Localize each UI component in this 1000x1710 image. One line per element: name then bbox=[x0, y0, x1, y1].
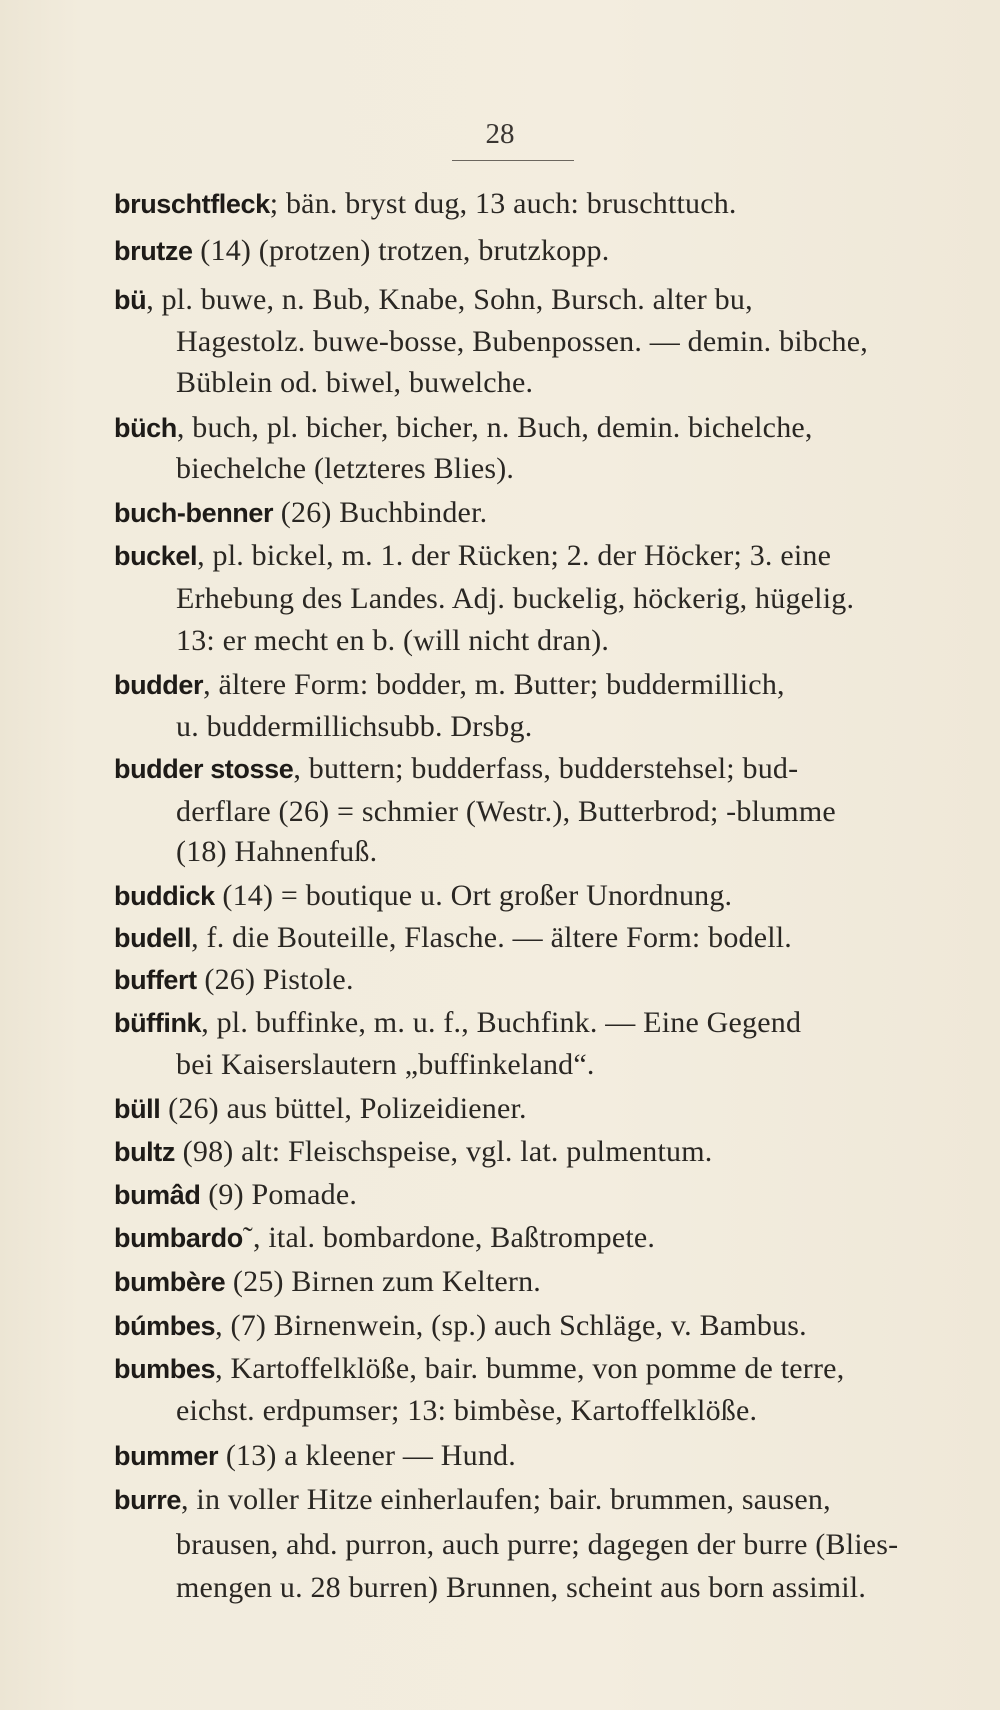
entry-text: , ältere Form: bodder, m. Butter; buddermillich, bbox=[203, 668, 785, 701]
entry-headword: burre bbox=[114, 1485, 182, 1515]
entry-line bbox=[114, 233, 609, 269]
entry-continuation-line bbox=[176, 1393, 757, 1429]
entry-continuation-line bbox=[176, 794, 836, 830]
entry-continuation-line bbox=[176, 365, 533, 401]
entry-line bbox=[114, 538, 831, 574]
entry-continuation-line bbox=[176, 1047, 595, 1083]
entry-text: (14) = boutique u. Ort großer Unordnung. bbox=[214, 879, 733, 912]
entry-continuation-line bbox=[176, 709, 532, 745]
entry-line bbox=[114, 282, 753, 318]
entry-line bbox=[114, 1005, 801, 1041]
entry-continuation-line bbox=[176, 1570, 866, 1606]
entry-text: (26) aus büttel, Polizeidiener. bbox=[160, 1092, 527, 1125]
entry-text: , pl. bickel, m. 1. der Rücken; 2. der Höcker; 3. eine bbox=[197, 539, 832, 572]
entry-text: (18) Hahnenfuß. bbox=[176, 835, 378, 868]
entry-text: (13) a kleener — Hund. bbox=[218, 1439, 516, 1472]
entry-headword: bumbardo bbox=[114, 1223, 243, 1253]
entry-headword: buffert bbox=[114, 965, 197, 995]
entry-line bbox=[114, 186, 737, 222]
entry-headword: budder stosse bbox=[114, 754, 294, 784]
entry-text: (14) (protzen) trotzen, brutzkopp. bbox=[192, 234, 610, 267]
entry-text: 13: er mecht en b. (will nicht dran). bbox=[176, 624, 610, 657]
entry-headword: budder bbox=[114, 670, 204, 700]
entry-text: u. buddermillichsubb. Drsbg. bbox=[176, 710, 533, 743]
entry-line bbox=[114, 962, 354, 998]
entry-headword: bumâd bbox=[114, 1180, 201, 1210]
entry-text: , buch, pl. bicher, bicher, n. Buch, demin. bichelche, bbox=[176, 411, 813, 444]
entry-headword: brutze bbox=[114, 236, 193, 266]
entry-continuation-line bbox=[176, 324, 868, 360]
entry-line bbox=[114, 878, 732, 914]
entry-text: (98) alt: Fleischspeise, vgl. lat. pulmentum. bbox=[174, 1135, 713, 1168]
entry-headword: bumbes bbox=[114, 1354, 216, 1384]
entry-text: , in voller Hitze einherlaufen; bair. brummen, sausen, bbox=[181, 1483, 831, 1516]
entry-text: (25) Birnen zum Keltern. bbox=[225, 1265, 541, 1298]
entry-continuation-line bbox=[176, 1527, 898, 1563]
entry-headword: buckel bbox=[114, 541, 198, 571]
entry-text: Erhebung des Landes. Adj. buckelig, höckerig, hügelig. bbox=[176, 582, 855, 615]
entry-headword: bummer bbox=[114, 1441, 219, 1471]
entry-line bbox=[114, 495, 487, 531]
entry-headword: büll bbox=[114, 1094, 161, 1124]
entry-text: derflare (26) = schmier (Westr.), Butterbrod; -blumme bbox=[176, 795, 836, 828]
entry-text: , (7) Birnenwein, (sp.) auch Schläge, v. Bambus. bbox=[215, 1309, 807, 1342]
entry-text: ˜, ital. bombardone, Baßtrompete. bbox=[242, 1221, 656, 1254]
entry-continuation-line bbox=[176, 581, 854, 617]
entry-continuation-line bbox=[176, 623, 609, 659]
entry-continuation-line bbox=[176, 451, 514, 487]
page-number: 28 bbox=[485, 118, 515, 150]
entry-text: brausen, ahd. purron, auch purre; dagegen der burre (Blies- bbox=[176, 1528, 899, 1561]
entry-line bbox=[114, 1177, 357, 1213]
entry-headword: büch bbox=[114, 413, 177, 443]
entry-line bbox=[114, 1308, 807, 1344]
entry-text: ; bän. bryst dug, 13 auch: bruschttuch. bbox=[269, 187, 737, 220]
entry-line bbox=[114, 1438, 516, 1474]
entry-text: eichst. erdpumser; 13: bimbèse, Kartoffelklöße. bbox=[176, 1394, 758, 1427]
entry-continuation-line bbox=[176, 834, 377, 870]
entry-text: , Kartoffelklöße, bair. bumme, von pomme de terre, bbox=[215, 1352, 845, 1385]
entry-headword: büffink bbox=[114, 1008, 202, 1038]
entry-line bbox=[114, 1351, 844, 1387]
entry-line bbox=[114, 1264, 541, 1300]
entry-line bbox=[114, 1134, 712, 1170]
entry-line bbox=[114, 1482, 831, 1518]
entry-headword: buch-benner bbox=[114, 498, 274, 528]
entry-text: (26) Buchbinder. bbox=[273, 496, 488, 529]
entry-text: Hagestolz. buwe-bosse, Bubenpossen. — demin. bibche, bbox=[176, 325, 868, 358]
entry-line bbox=[114, 410, 813, 446]
entry-text: mengen u. 28 burren) Brunnen, scheint aus born assimil. bbox=[176, 1571, 867, 1604]
entry-text: biechelche (letzteres Blies). bbox=[176, 452, 515, 485]
entry-headword: bü bbox=[114, 285, 147, 315]
entry-text: (9) Pomade. bbox=[200, 1178, 358, 1211]
entry-line bbox=[114, 1220, 655, 1256]
entry-headword: buddick bbox=[114, 881, 215, 911]
entry-text: , pl. buffinke, m. u. f., Buchfink. — Eine Gegend bbox=[201, 1006, 802, 1039]
entry-headword: bruschtfleck bbox=[114, 189, 270, 219]
entry-headword: búmbes bbox=[114, 1311, 216, 1341]
entry-text: Büblein od. biwel, buwelche. bbox=[176, 366, 534, 399]
entry-text: bei Kaiserslautern „buffinkeland“. bbox=[176, 1048, 595, 1081]
entry-text: , buttern; budderfass, budderstehsel; bud- bbox=[293, 752, 799, 785]
entry-line bbox=[114, 1091, 527, 1127]
entry-line bbox=[114, 920, 792, 956]
entry-line bbox=[114, 667, 785, 703]
entry-headword: bultz bbox=[114, 1137, 175, 1167]
entry-headword: bumbère bbox=[114, 1267, 226, 1297]
entry-text: , f. die Bouteille, Flasche. — ältere Form: bodell. bbox=[191, 921, 793, 954]
entry-headword: budell bbox=[114, 923, 192, 953]
entry-text: (26) Pistole. bbox=[196, 963, 354, 996]
entry-text: , pl. buwe, n. Bub, Knabe, Sohn, Bursch. alter bu, bbox=[146, 283, 753, 316]
entry-line bbox=[114, 751, 798, 787]
